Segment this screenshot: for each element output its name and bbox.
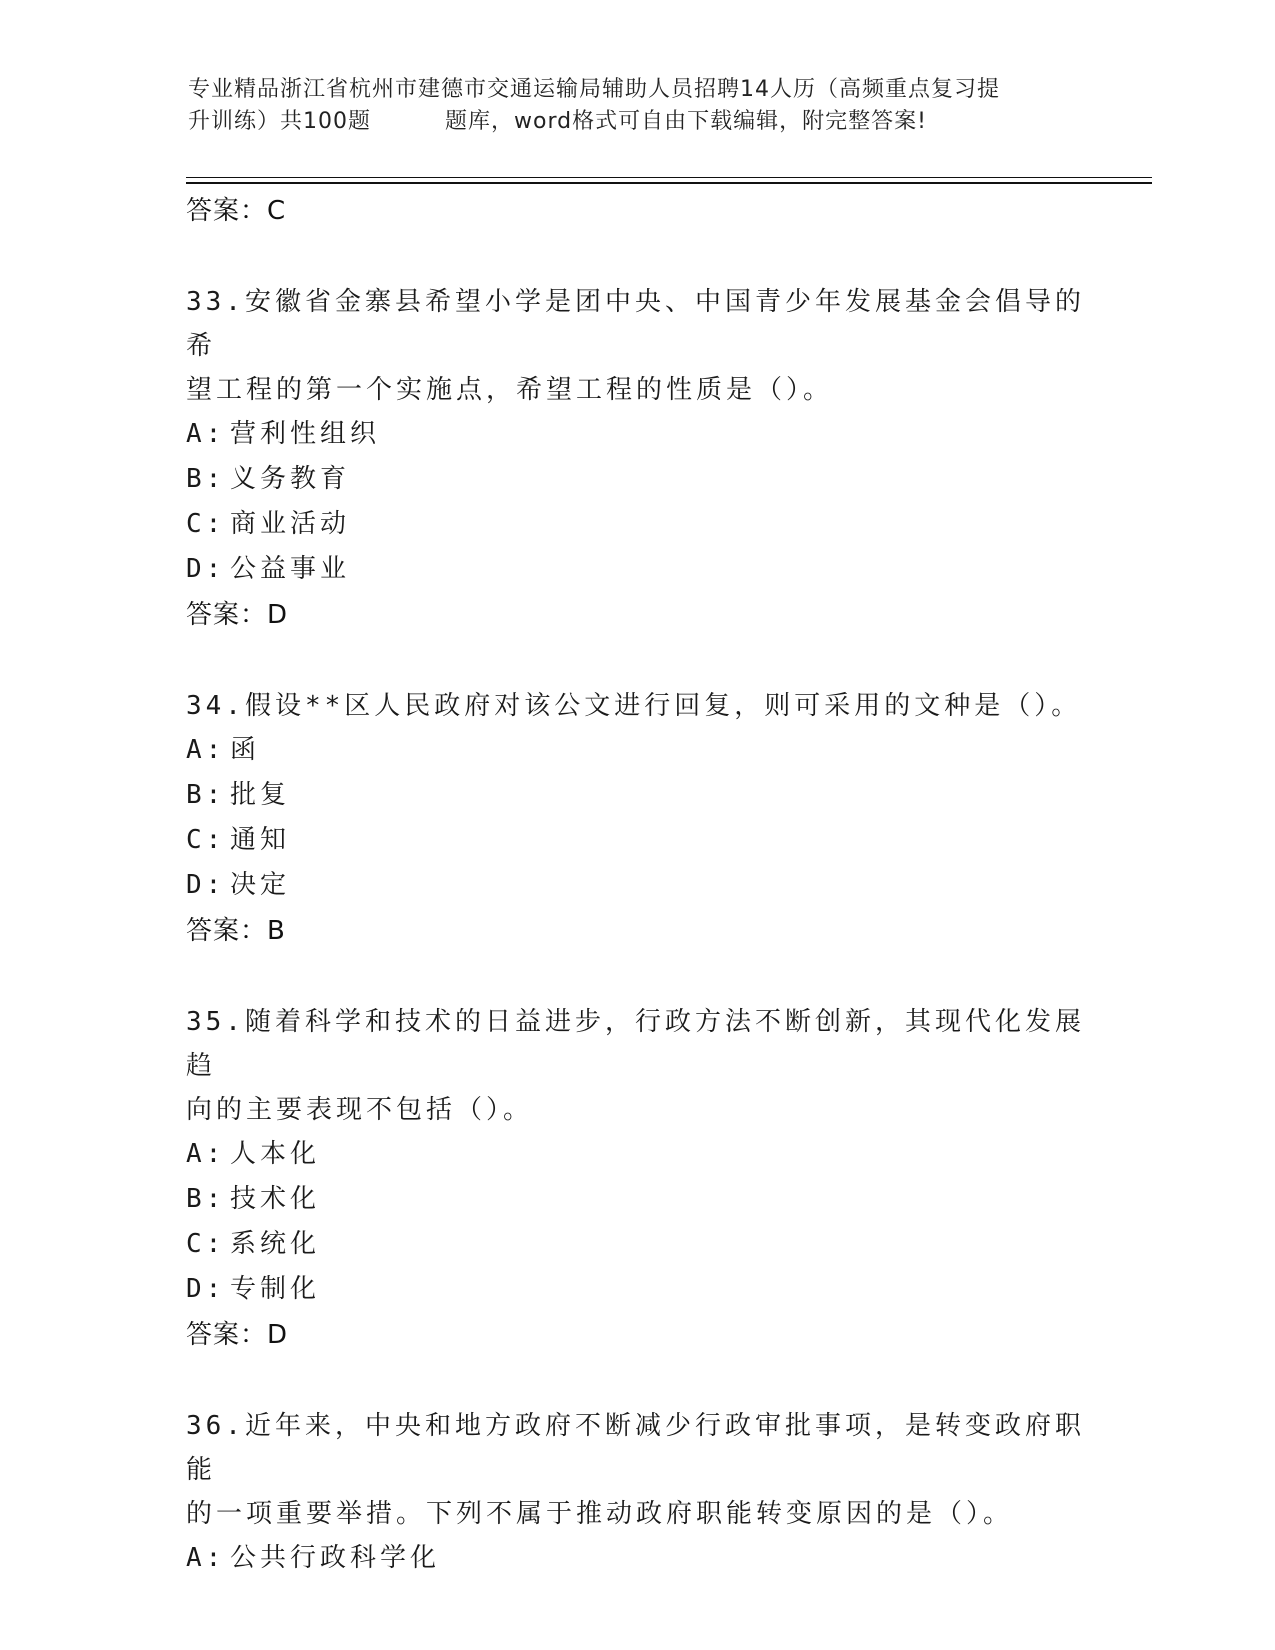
question-36 (186, 1404, 1086, 1581)
option-text: 专制化 (230, 1274, 321, 1304)
option-text: 技术化 (230, 1184, 321, 1214)
option-text: 批复 (230, 780, 291, 810)
option-text: 商业活动 (230, 509, 351, 539)
option-text: 营利性组织 (230, 419, 381, 449)
option-text: 系统化 (230, 1229, 321, 1259)
option-key: B: (186, 1184, 226, 1214)
option-text: 公共行政科学化 (230, 1543, 441, 1573)
page-header (188, 74, 1088, 138)
option-key: C: (186, 825, 226, 855)
option-a (186, 1536, 1086, 1581)
option-key: A: (186, 419, 226, 449)
option-b (186, 1177, 1086, 1222)
question-33 (186, 280, 1086, 684)
option-key: A: (186, 735, 226, 765)
header-rule-thin (186, 177, 1152, 178)
question-text-line: 35.随着科学和技术的日益进步，行政方法不断创新，其现代化发展趋 (186, 1007, 1085, 1081)
option-key: A: (186, 1543, 226, 1573)
option-key: D: (186, 870, 226, 900)
option-key: D: (186, 554, 226, 584)
option-d (186, 1267, 1086, 1312)
question-text-line: 的一项重要举措。下列不属于推动政府职能转变原因的是（）。 (186, 1499, 1014, 1529)
option-c (186, 502, 1086, 547)
answer-35: 答案：D (186, 1320, 289, 1350)
header-line-1: 专业精品浙江省杭州市建德市交通运输局辅助人员招聘14人历（高频重点复习提 (188, 77, 1000, 102)
question-text-line: 34.假设**区人民政府对该公文进行回复，则可采用的文种是（）。 (186, 691, 1082, 721)
question-text-line: 33.安徽省金寨县希望小学是团中央、中国青少年发展基金会倡导的希 (186, 287, 1085, 361)
question-34 (186, 684, 1086, 1000)
option-key: B: (186, 464, 226, 494)
question-text-line: 望工程的第一个实施点，希望工程的性质是（）。 (186, 375, 834, 405)
option-d (186, 863, 1086, 908)
question-list (186, 188, 1086, 1581)
option-text: 决定 (230, 870, 291, 900)
question-text-line: 36.近年来，中央和地方政府不断减少行政审批事项，是转变政府职能 (186, 1411, 1085, 1485)
answer-34: 答案：B (186, 916, 286, 946)
option-text: 函 (230, 735, 261, 765)
option-key: C: (186, 1229, 226, 1259)
option-b (186, 773, 1086, 818)
question-35 (186, 1000, 1086, 1404)
option-c (186, 818, 1086, 863)
option-key: C: (186, 509, 226, 539)
option-text: 通知 (230, 825, 291, 855)
header-line-2-part-b: 题库，word格式可自由下载编辑，附完整答案! (445, 109, 927, 134)
header-rule-thick (186, 182, 1152, 184)
question-text-line: 向的主要表现不包括（）。 (186, 1095, 534, 1125)
option-text: 义务教育 (230, 464, 351, 494)
option-d (186, 547, 1086, 592)
header-line-2-part-a: 升训练）共100题 (188, 109, 371, 134)
option-c (186, 1222, 1086, 1267)
option-text: 人本化 (230, 1139, 321, 1169)
option-b (186, 457, 1086, 502)
option-a (186, 1132, 1086, 1177)
answer-33: 答案：D (186, 600, 289, 630)
answer-prev: 答案：C (186, 196, 287, 226)
header-line-2 (188, 106, 1088, 138)
option-a (186, 728, 1086, 773)
option-key: B: (186, 780, 226, 810)
option-key: A: (186, 1139, 226, 1169)
option-text: 公益事业 (230, 554, 351, 584)
option-a (186, 412, 1086, 457)
option-key: D: (186, 1274, 226, 1304)
